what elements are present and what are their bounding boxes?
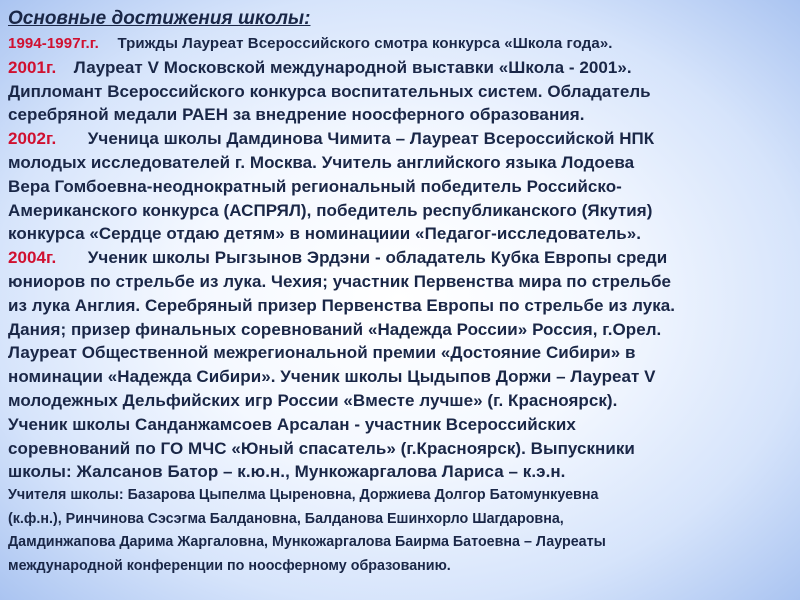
page-title: Основные достижения школы: — [8, 8, 311, 29]
teachers-line: Дамдинжапова Дарима Жаргаловна, Мункожаргалова Баирма Батоевна – Лауреаты — [8, 534, 606, 551]
entry-text-line: Дания; призер финальных соревнований «Надежда России» Россия, г.Орел. — [8, 319, 662, 339]
entry-text-line: молодежных Дельфийских игр России «Вместе лучше» (г. Красноярск). — [8, 390, 618, 410]
entry-text-line: молодых исследователей г. Москва. Учитель английского языка Лодоева — [8, 152, 635, 172]
entry-2004 — [8, 246, 794, 270]
entry-text-line: Лауреат Общественной межрегиональной премии «Достояние Сибири» в — [8, 343, 636, 363]
entry-text-line: соревнований по ГО МЧС «Юный спасатель» (г.Красноярск). Выпускники — [8, 438, 635, 458]
year-label: 2004г. — [8, 248, 57, 268]
entry-text: Трижды Лауреат Всероссийского смотра конкурса «Школа года». — [117, 35, 613, 52]
teachers-line: (к.ф.н.), Ринчинова Сэсэгма Балдановна, Балданова Ешинхорло Шагдаровна, — [8, 510, 564, 527]
entry-text-line: серебряной медали РАЕН за внедрение ноосферного образования. — [8, 105, 585, 125]
entry-1994 — [8, 32, 794, 56]
entry-text-line: школы: Жалсанов Батор – к.ю.н., Мункожаргалова Лариса – к.э.н. — [8, 462, 566, 482]
entry-text-line: Вера Гомбоевна-неоднократный региональный победитель Российско- — [8, 176, 622, 196]
entry-text-line: номинации «Надежда Сибири». Ученик школы Цыдыпов Доржи – Лауреат V — [8, 367, 656, 387]
entry-2002 — [8, 127, 794, 151]
entry-text-line: юниоров по стрельбе из лука. Чехия; участник Первенства мира по стрельбе — [8, 271, 672, 291]
entry-2001 — [8, 56, 794, 80]
entry-text-line: конкурса «Сердце отдаю детям» в номинациии «Педагог-исследователь». — [8, 224, 642, 244]
teachers-line: Учителя школы: Базарова Цыпелма Цыреновна, Доржиева Долгор Батомункуевна — [8, 487, 599, 504]
teachers-line: международной конференции по ноосферному образованию. — [8, 557, 451, 574]
entry-text: Ученик школы Рыгзынов Эрдэни - обладатель Кубка Европы среди — [87, 248, 668, 268]
year-label: 1994-1997г.г. — [8, 35, 99, 52]
entry-text-line: из лука Англия. Серебряный призер Первенства Европы по стрельбе из лука. — [8, 295, 676, 315]
entry-text-line: Дипломант Всероссийского конкурса воспитательных систем. Обладатель — [8, 81, 651, 101]
year-label: 2002г. — [8, 129, 57, 149]
achievements-block — [8, 6, 794, 579]
entry-text-line: Ученик школы Санданжамсоев Арсалан - участник Всероссийских — [8, 414, 576, 434]
entry-text-line: Американского конкурса (АСПРЯЛ), победитель республиканского (Якутия) — [8, 200, 653, 220]
year-label: 2001г. — [8, 57, 57, 77]
entry-text: Ученица школы Дамдинова Чимита – Лауреат Всероссийской НПК — [87, 129, 655, 149]
entry-text: Лауреат V Московской международной выставки «Школа - 2001». — [73, 57, 632, 77]
